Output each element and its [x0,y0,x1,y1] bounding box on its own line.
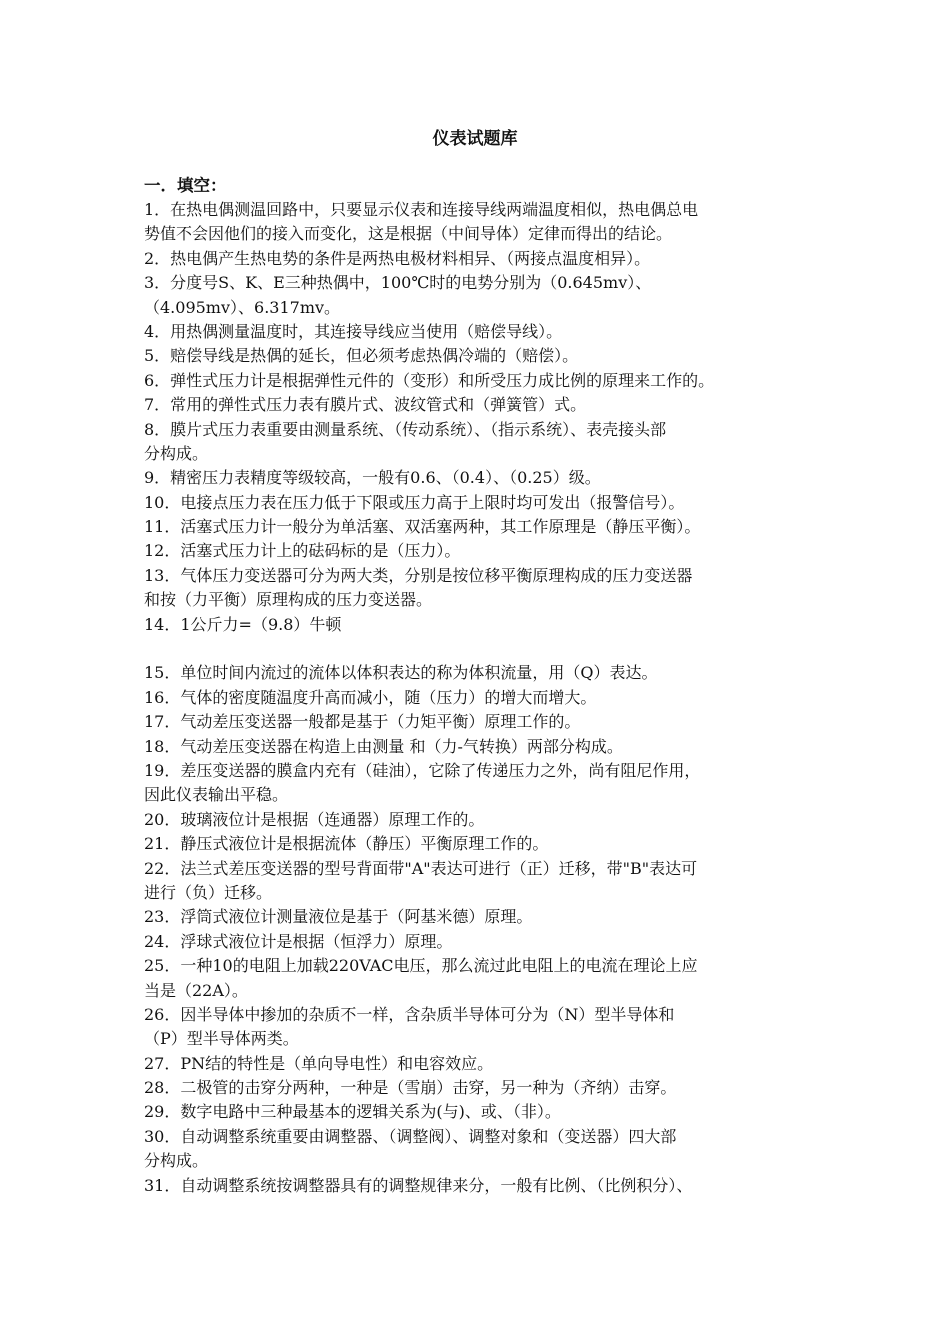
question-text-line: 16．气体的密度随温度升高而减小，随（压力）的增大而增大。 [144,687,597,707]
question-text-line: 3．分度号S、K、E三种热偶中，100℃时的电势分别为（0.645mv）、 [144,273,652,293]
blank-line [144,637,824,661]
question-text-line: 30．自动调整系统重要由调整器、（调整阀）、调整对象和（变送器）四大部 [144,1126,677,1146]
question-text-line: 23．浮筒式液位计测量液位是基于（阿基米德）原理。 [144,907,533,927]
question-text-line: 13．气体压力变送器可分为两大类，分别是按位移平衡原理构成的压力变送器 [144,565,693,585]
question-text-line: 因此仪表输出平稳。 [144,785,289,805]
question-list [144,198,824,1198]
question-text-line: 分构成。 [144,443,209,463]
question-text-line: 分构成。 [144,1151,209,1171]
question-text-line: 10．电接点压力表在压力低于下限或压力高于上限时均可发出（报警信号）。 [144,492,685,512]
question-text-line: 15．单位时间内流过的流体以体积表达的称为体积流量，用（Q）表达。 [144,663,658,683]
question-text-line: 24．浮球式液位计是根据（恒浮力）原理。 [144,931,453,951]
question-text-line: 31．自动调整系统按调整器具有的调整规律来分，一般有比例、（比例积分）、 [144,1175,693,1195]
section-heading-fill-in: 一．填空： [144,176,227,195]
question-text-line: （4.095mv）、6.317mv。 [144,297,341,317]
question-text-line: 19．差压变送器的膜盒内充有（硅油），它除了传递压力之外，尚有阻尼作用， [144,760,701,780]
question-text-line: 11．活塞式压力计一般分为单活塞、双活塞两种，其工作原理是（静压平衡）。 [144,517,701,537]
question-text-line: 进行（负）迁移。 [144,882,273,902]
question-text-line: 4．用热偶测量温度时，其连接导线应当使用（赔偿导线）。 [144,321,563,341]
question-text-line: 2．热电偶产生热电势的条件是两热电极材料相异、（两接点温度相异）。 [144,248,651,268]
question-text-line: 27．PN结的特性是（单向导电性）和电容效应。 [144,1053,494,1073]
question-text-line: 7．常用的弹性式压力表有膜片式、波纹管式和（弹簧管）式。 [144,395,587,415]
question-text-line: 26．因半导体中掺加的杂质不一样，含杂质半导体可分为（N）型半导体和 [144,1004,675,1024]
question-text-line: 势值不会因他们的接入而变化，这是根据（中间导体）定律而得出的结论。 [144,224,673,244]
question-text-line: 22．法兰式差压变送器的型号背面带"A"表达可进行（正）迁移，带"B"表达可 [144,858,698,878]
question-text-line: 6．弹性式压力计是根据弹性元件的（变形）和所受压力成比例的原理来工作的。 [144,370,715,390]
question-text-line: 25．一种10的电阻上加载220VAC电压，那么流过此电阻上的电流在理论上应 [144,956,698,976]
question-text-line: 28．二极管的击穿分两种，一种是（雪崩）击穿，另一种为（齐纳）击穿。 [144,1078,677,1098]
question-text-line: （P）型半导体两类。 [144,1029,299,1049]
question-text-line: 8．膜片式压力表重要由测量系统、（传动系统）、（指示系统）、表壳接头部 [144,419,667,439]
question-text-line: 20．玻璃液位计是根据（连通器）原理工作的。 [144,809,485,829]
question-text-line: 当是（22A）。 [144,980,248,1000]
question-text-line: 9．精密压力表精度等级较高，一般有0.6、（0.4）、（0.25）级。 [144,468,601,488]
question-text-line: 17．气动差压变送器一般都是基于（力矩平衡）原理工作的。 [144,712,581,732]
question-text-line: 29．数字电路中三种最基本的逻辑关系为(与)、或、（非）。 [144,1102,561,1122]
question-text-line: 5．赔偿导线是热偶的延长，但必须考虑热偶冷端的（赔偿）。 [144,346,579,366]
question-text-line: 18．气动差压变送器在构造上由测量 和（力-气转换）两部分构成。 [144,736,623,756]
question-text-line: 14．1公斤力=（9.8）牛顿 [144,614,342,634]
question-text-line: 1．在热电偶测温回路中，只要显示仪表和连接导线两端温度相似，热电偶总电 [144,200,699,219]
question-text-line: 21．静压式液位计是根据流体（静压）平衡原理工作的。 [144,834,549,854]
document-title: 仪表试题库 [432,129,518,149]
question-text-line: 12．活塞式压力计上的砝码标的是（压力）。 [144,541,461,561]
question-text-line: 和按（力平衡）原理构成的压力变送器。 [144,590,433,610]
